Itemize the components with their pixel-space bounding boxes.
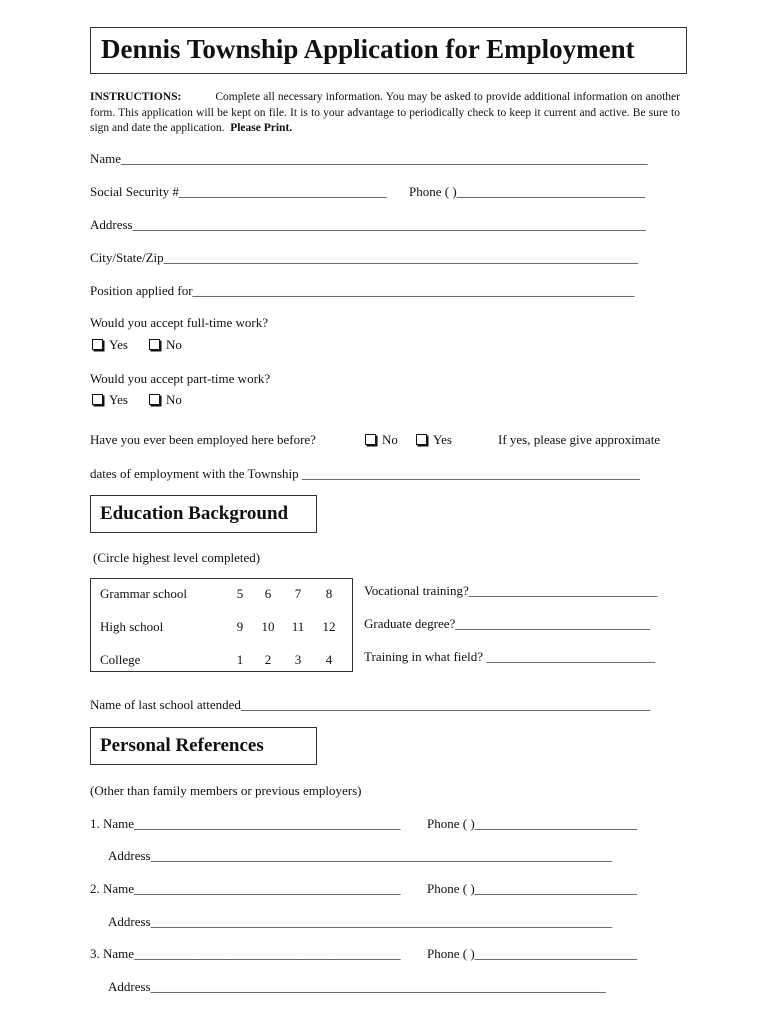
education-row-high-school <box>91 619 352 639</box>
ssn-field[interactable]: Social Security #________________________________ <box>90 184 387 199</box>
address-field[interactable]: Address_______________________________________________________________________________ <box>90 217 647 232</box>
option-label: Yes <box>109 392 128 407</box>
reference-2-phone-field[interactable]: Phone ( )_________________________ <box>427 881 638 896</box>
education-row-label: High school <box>100 619 164 634</box>
education-heading: Education Background <box>100 503 289 524</box>
instructions-lead: INSTRUCTIONS: <box>90 91 182 103</box>
reference-1-phone-field[interactable]: Phone ( )_________________________ <box>427 816 638 831</box>
reference-2-address-field[interactable]: Address_______________________________________________________________________ <box>108 914 613 929</box>
part-time-no-option[interactable] <box>149 392 182 408</box>
position-field[interactable]: Position applied for____________________________________________________________________ <box>90 283 635 298</box>
references-heading: Personal References <box>100 735 264 756</box>
grade-option[interactable]: 5 <box>236 586 244 601</box>
name-field[interactable]: Name_________________________________________________________________________________ <box>90 151 648 166</box>
part-time-question: Would you accept part-time work? <box>90 371 271 386</box>
reference-1-name-field[interactable]: 1. Name_________________________________________ <box>90 816 401 831</box>
instructions <box>90 90 680 137</box>
reference-3-phone-field[interactable]: Phone ( )_________________________ <box>427 946 638 961</box>
employment-dates-field[interactable]: dates of employment with the Township ____________________________________________________ <box>90 466 640 481</box>
training-field-field[interactable]: Training in what field? __________________________ <box>364 649 656 664</box>
reference-2-name-field[interactable]: 2. Name_________________________________________ <box>90 881 401 896</box>
references-heading-box <box>90 727 317 765</box>
reference-3-address-field[interactable]: Address______________________________________________________________________ <box>108 979 606 994</box>
checkbox-icon[interactable] <box>92 339 103 350</box>
checkbox-icon[interactable] <box>365 434 376 445</box>
education-row-label: College <box>100 652 141 667</box>
grade-option[interactable]: 6 <box>264 586 272 601</box>
education-row-grammar <box>91 586 352 606</box>
instructions-emphasis: Please Print. <box>230 122 293 134</box>
checkbox-icon[interactable] <box>416 434 427 445</box>
option-label: No <box>166 337 182 352</box>
employed-before-no-option[interactable] <box>365 432 398 448</box>
checkbox-icon[interactable] <box>92 394 103 405</box>
grade-option[interactable]: 7 <box>294 586 302 601</box>
grade-option[interactable]: 11 <box>291 619 305 634</box>
references-note: (Other than family members or previous employers) <box>90 783 362 798</box>
checkbox-icon[interactable] <box>149 394 160 405</box>
reference-3-name-field[interactable]: 3. Name_________________________________________ <box>90 946 401 961</box>
grade-option[interactable]: 2 <box>264 652 272 667</box>
graduate-degree-field[interactable]: Graduate degree?______________________________ <box>364 616 651 631</box>
vocational-training-field[interactable]: Vocational training?_____________________________ <box>364 583 658 598</box>
full-time-no-option[interactable] <box>149 337 182 353</box>
employed-before-yes-option[interactable] <box>416 432 452 448</box>
part-time-yes-option[interactable] <box>92 392 128 408</box>
grade-option[interactable]: 1 <box>236 652 244 667</box>
form-title-box <box>90 27 687 74</box>
option-label: Yes <box>433 432 452 447</box>
option-label: No <box>382 432 398 447</box>
education-row-college <box>91 652 352 672</box>
if-yes-note: If yes, please give approximate <box>498 432 661 447</box>
full-time-yes-option[interactable] <box>92 337 128 353</box>
education-level-table <box>90 578 353 672</box>
grade-option[interactable]: 4 <box>325 652 333 667</box>
form-title: Dennis Township Application for Employment <box>101 34 635 64</box>
option-label: Yes <box>109 337 128 352</box>
education-heading-box <box>90 495 317 533</box>
option-label: No <box>166 392 182 407</box>
employed-before-question: Have you ever been employed here before? <box>90 432 316 447</box>
grade-option[interactable]: 10 <box>261 619 275 634</box>
city-state-zip-field[interactable]: City/State/Zip_________________________________________________________________________ <box>90 250 639 265</box>
checkbox-icon[interactable] <box>149 339 160 350</box>
instructions-body: Complete all necessary information. You may be asked to provide additional information on another form. This application will be kept on file. It is to your advantage to periodically check to keep it current and active. Be sure to sign and date the application. <box>90 91 680 134</box>
phone-field[interactable]: Phone ( )_____________________________ <box>409 184 646 199</box>
education-row-label: Grammar school <box>100 586 188 601</box>
grade-option[interactable]: 12 <box>322 619 336 634</box>
grade-option[interactable]: 8 <box>325 586 333 601</box>
full-time-question: Would you accept full-time work? <box>90 315 269 330</box>
last-school-field[interactable]: Name of last school attended_______________________________________________________________ <box>90 697 651 712</box>
grade-option[interactable]: 9 <box>236 619 244 634</box>
grade-option[interactable]: 3 <box>294 652 302 667</box>
reference-1-address-field[interactable]: Address_______________________________________________________________________ <box>108 848 613 863</box>
education-note: (Circle highest level completed) <box>93 550 261 565</box>
